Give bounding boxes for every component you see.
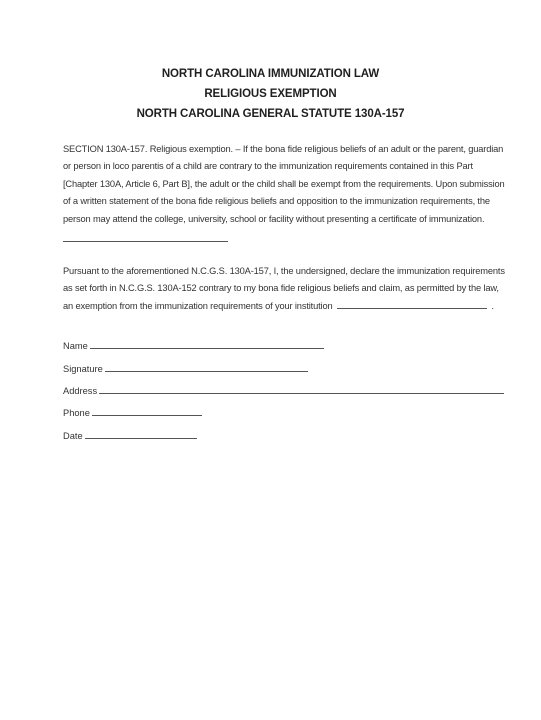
name-blank[interactable] bbox=[90, 339, 324, 349]
statute-line: person may attend the college, university, school or facility without presenting a certificate of immunization. bbox=[63, 213, 485, 224]
address-label: Address bbox=[63, 386, 98, 396]
institution-name-blank[interactable] bbox=[337, 300, 487, 309]
statute-line: SECTION 130A-157. Religious exemption. – If the bona fide religious beliefs of an adult or the parent, guardian bbox=[63, 144, 504, 154]
signature-field bbox=[63, 362, 308, 376]
separator-rule bbox=[63, 241, 228, 242]
title-religious-exemption: RELIGIOUS EXEMPTION bbox=[204, 88, 337, 100]
declaration-line-last bbox=[63, 298, 493, 315]
signature-label: Signature bbox=[63, 364, 103, 374]
date-field bbox=[63, 429, 197, 443]
signature-blank[interactable] bbox=[105, 362, 308, 372]
date-blank[interactable] bbox=[85, 429, 197, 439]
phone-label: Phone bbox=[63, 408, 90, 418]
date-label: Date bbox=[63, 431, 83, 441]
phone-blank[interactable] bbox=[92, 406, 202, 416]
title-general-statute: NORTH CAROLINA GENERAL STATUTE 130A-157 bbox=[136, 108, 405, 120]
title-immunization-law: NORTH CAROLINA IMMUNIZATION LAW bbox=[161, 68, 380, 80]
name-field bbox=[63, 339, 324, 353]
declaration-end-period: . bbox=[491, 300, 494, 311]
declaration-line-text: an exemption from the immunization requirements of your institution bbox=[63, 300, 333, 311]
statute-line: [Chapter 130A, Article 6, Part B], the adult or the child shall be exempt from the requirements. Upon submission bbox=[63, 178, 505, 189]
address-field bbox=[63, 384, 504, 398]
statute-paragraph bbox=[63, 141, 505, 228]
declaration-paragraph bbox=[63, 263, 505, 315]
name-label: Name bbox=[63, 341, 88, 351]
declaration-line: Pursuant to the aforementioned N.C.G.S. 130A-157, I, the undersigned, declare the immunization requirements bbox=[63, 266, 505, 276]
phone-field bbox=[63, 406, 202, 420]
address-blank[interactable] bbox=[99, 384, 504, 394]
statute-line: of a written statement of the bona fide religious beliefs and opposition to the immunization requirements, the bbox=[63, 196, 490, 207]
statute-line: or person in loco parentis of a child are contrary to the immunization requirements contained in this Part bbox=[63, 161, 473, 172]
declaration-line: as set forth in N.C.G.S. 130A-152 contrary to my bona fide religious beliefs and claim, as permitted by the law, bbox=[63, 283, 499, 294]
